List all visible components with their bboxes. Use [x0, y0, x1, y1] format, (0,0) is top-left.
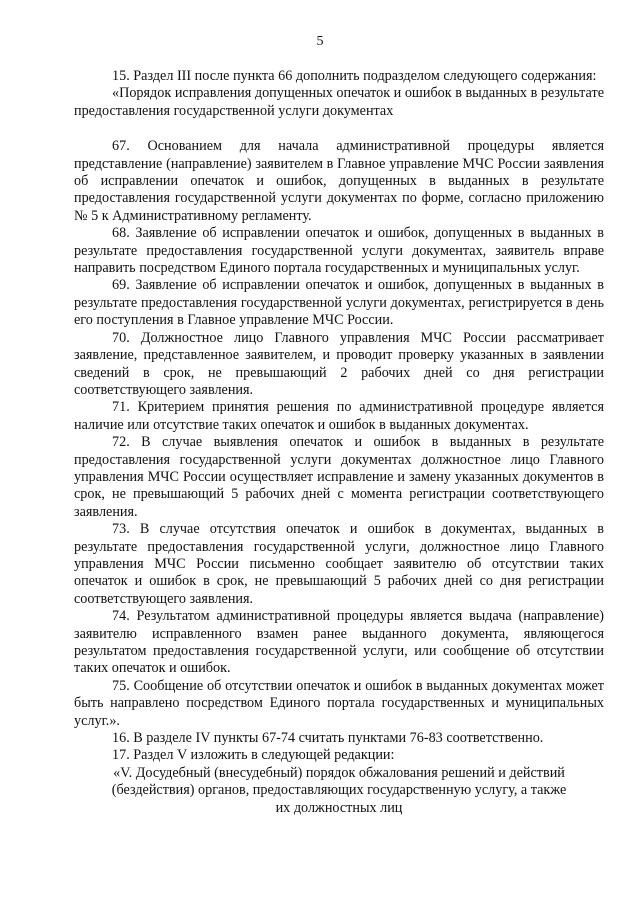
page-number: 5 [316, 34, 324, 49]
paragraph-71: 71. Критерием принятия решения по административной процедуре является наличие или отсутствие таких опечаток и ошибок в выданных документах. [74, 399, 604, 433]
document-body [74, 68, 604, 817]
section-v-heading-line-2: (бездействия) органов, предоставляющих государственную услугу, а также [111, 782, 567, 799]
paragraph-68: 68. Заявление об исправлении опечаток и ошибок, допущенных в выданных в результате предоставления государственной услуги документах, заявитель вправе направить посредством Единого портала государственных и муниципальных услуг. [74, 225, 604, 277]
paragraph-72: 72. В случае выявления опечаток и ошибок в выданных в результате предоставления государственной услуги документах должностное лицо Главного управления МЧС России осуществляет исправление и замену указанных документов в срок, не превышающий 5 рабочих дней с момента регистрации соответствующего заявления. [74, 434, 604, 520]
section-v-heading-line-1: «V. Досудебный (внесудебный) порядок обжалования решений и действий [113, 764, 565, 781]
paragraph-69: 69. Заявление об исправлении опечаток и ошибок, допущенных в выданных в результате предоставления государственной услуги документах, регистрируется в день его поступления в Главное управление МЧС России. [74, 277, 604, 329]
subsection-title: «Порядок исправления допущенных опечаток и ошибок в выданных в результате предоставления государственной услуги документах [74, 85, 604, 119]
section-v-heading-line-3: их должностных лиц [275, 799, 403, 816]
paragraph-16: 16. В разделе IV пункты 67-74 считать пунктами 76-83 соответственно. [112, 730, 544, 747]
paragraph-gap [74, 120, 604, 138]
paragraph-74: 74. Результатом административной процедуры является выдача (направление) заявителю исправленного взамен ранее выданного документа, являющегося результатом предоставления государственной услуги, или сообщение об отсутствии таких опечаток и ошибок. [74, 608, 604, 677]
paragraph-70: 70. Должностное лицо Главного управления МЧС России рассматривает заявление, представленное заявителем, и проводит проверку указанных в заявлении сведений в срок, не превышающий 2 рабочих дней со дня регистрации соответствующего заявления. [74, 329, 604, 398]
paragraph-15: 15. Раздел III после пункта 66 дополнить подразделом следующего содержания: [112, 68, 597, 84]
paragraph-75: 75. Сообщение об отсутствии опечаток и ошибок в выданных документах может быть направлено посредством Единого портала государственных и муниципальных услуг.». [74, 677, 604, 729]
paragraph-67: 67. Основанием для начала административной процедуры является представление (направление) заявителем в Главное управление МЧС России заявления об исправлении опечаток и ошибок, допущенных в выданных в результате предоставления государственной услуги документах по форме, согласно приложению № 5 к Административному регламенту. [74, 138, 604, 224]
paragraph-17: 17. Раздел V изложить в следующей редакции: [112, 747, 395, 764]
paragraph-73: 73. В случае отсутствия опечаток и ошибок в документах, выданных в результате предоставления государственной услуги, должностное лицо Главного управления МЧС России письменно сообщает заявителю об отсутствии таких опечаток и ошибок в срок, не превышающий 5 рабочих дней со дня регистрации соответствующего заявления. [74, 521, 604, 607]
